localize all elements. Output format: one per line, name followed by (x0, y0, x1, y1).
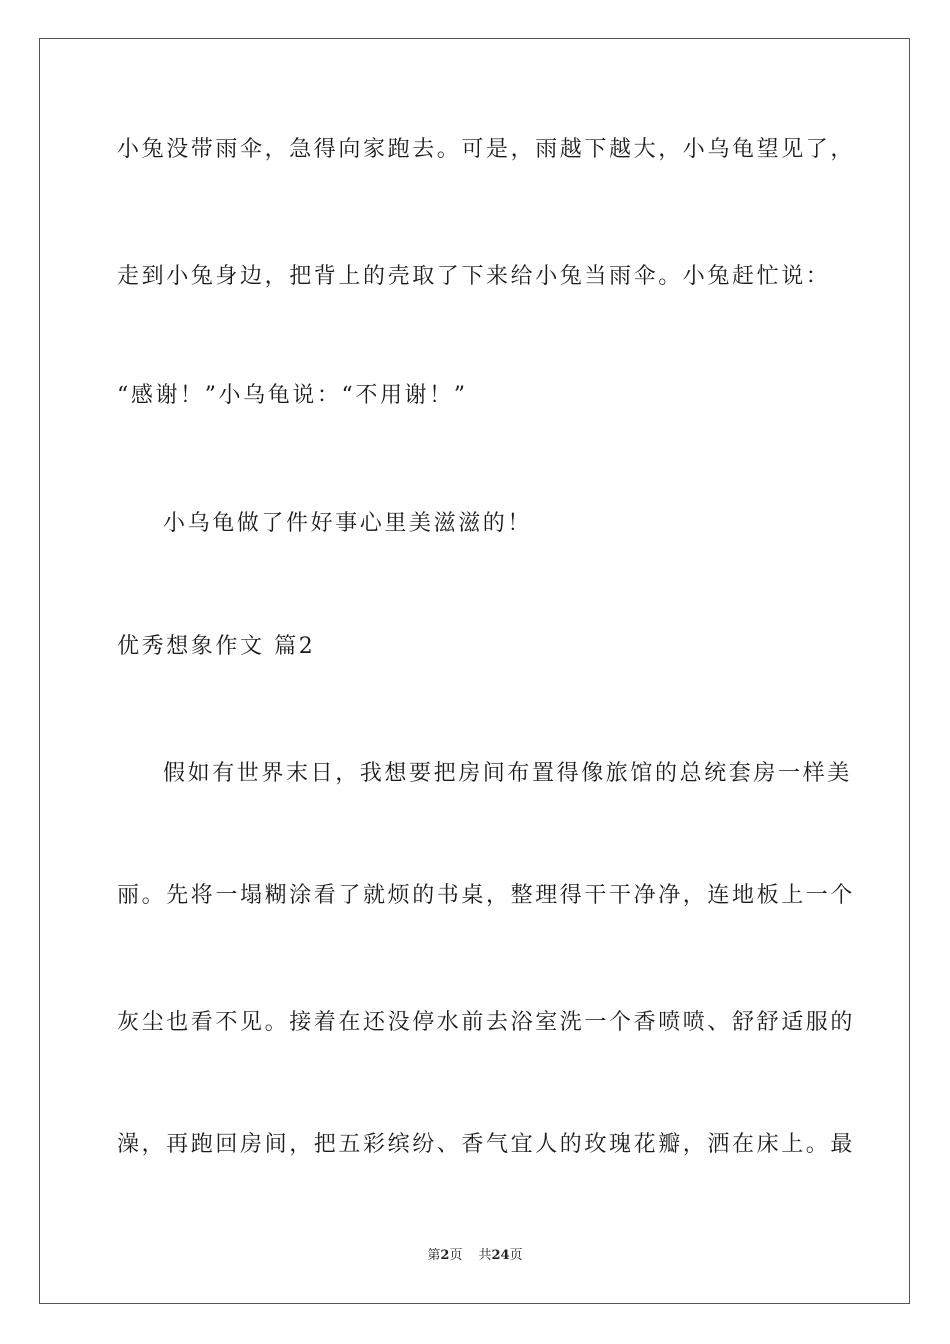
footer-page-suffix: 页 (449, 1248, 463, 1263)
text-line-7: 丽。先将一塌糊涂看了就烦的书桌，整理得干干净净，连地板上一个 (117, 883, 856, 908)
text-line-2: 走到小兔身边，把背上的壳取了下来给小兔当雨伞。小兔赶忙说： (117, 264, 831, 289)
text-line-1: 小兔没带雨伞，急得向家跑去。可是，雨越下越大，小乌龟望见了， (117, 137, 856, 162)
footer-total-prefix: 共 (478, 1248, 492, 1263)
page-footer (0, 1247, 950, 1265)
section-heading: 优秀想象作文 篇2 (117, 634, 316, 659)
footer-page-number: 2 (440, 1248, 450, 1263)
text-line-4: 小乌龟做了件好事心里美滋滋的！ (163, 511, 533, 536)
footer-page-prefix: 第 (427, 1248, 441, 1263)
text-line-6: 假如有世界末日，我想要把房间布置得像旅馆的总统套房一样美 (163, 761, 852, 786)
text-line-9: 澡，再跑回房间，把五彩缤纷、香气宜人的玫瑰花瓣，洒在床上。最 (117, 1132, 856, 1157)
text-line-8: 灰尘也看不见。接着在还没停水前去浴室洗一个香喷喷、舒舒适服的 (117, 1010, 856, 1035)
text-line-3: “感谢！”小乌龟说：“不用谢！” (117, 383, 468, 408)
footer-total-suffix: 页 (509, 1248, 523, 1263)
page-border (39, 38, 910, 1304)
footer-total-number: 24 (491, 1248, 510, 1263)
